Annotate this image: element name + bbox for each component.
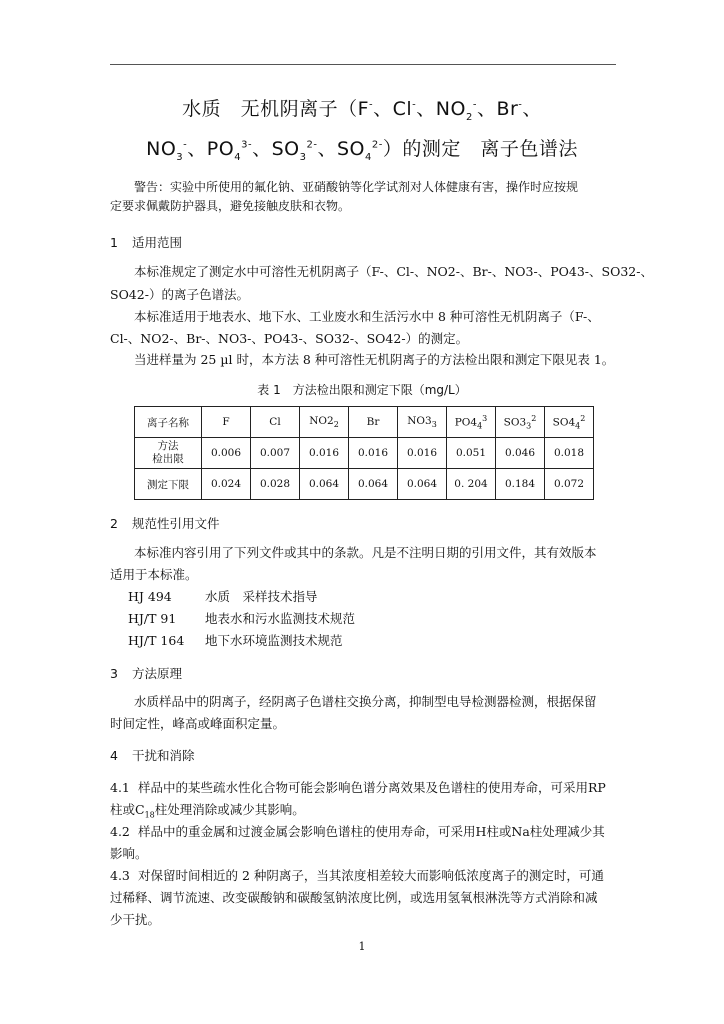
table-row-label: 方法 检出限 [135,438,202,469]
table-col-header: $SO4_4^2$ [545,407,594,438]
item-4-1-line1: 4.1 样品中的某些疏水性化合物可能会影响色谱分离效果及色谱柱的使用寿命，可采用RP [110,780,606,795]
table-cell: 0.016 [398,438,447,469]
section-2-heading: 2 规范性引用文件 [110,516,220,531]
table-row-label: 测定下限 [135,469,202,500]
item-4-1-line2: 柱或$C_{18}$柱处理消除或减少其影响。 [110,802,305,820]
table-caption: 表 1 方法检出限和测定下限（mg/L） [257,383,467,397]
section-1-heading: 1 适用范围 [110,235,183,250]
table-cell: 0.046 [496,438,545,469]
section-3-p-line1: 水质样品中的阴离子，经阴离子色谱柱交换分离，抑制型电导检测器检测，根据保留 [134,694,597,709]
table-cell: 0.006 [202,438,251,469]
header-rule [110,64,616,65]
table-cell: 0.018 [545,438,594,469]
title-line-1: 水质 无机阴离子（F-、Cl-、$NO_2^-$、Br-、 [182,98,542,123]
table-col-header: F [202,407,251,438]
item-4-3-line2: 过稀释、调节流速、改变碳酸钠和碳酸氢钠浓度比例，或选用氢氧根淋洗等方式消除和减 [110,890,598,905]
table-cell: 0.064 [398,469,447,500]
title-line-2: $NO_3^-$、$PO_4^{3-}$、$SO_3^{2-}$、$SO_4^{2-}$）的测定 离子色谱法 [146,138,578,163]
table-cell: 0.064 [349,469,398,500]
table-cell: 0.184 [496,469,545,500]
section-3-p-line2: 时间定性，峰高或峰面积定量。 [110,716,286,731]
table-cell: 0.016 [300,438,349,469]
section-1-p3: 当进样量为 25 µl 时，本方法 8 种可溶性无机阴离子的方法检出限和测定下限见表 1。 [134,352,615,367]
table-row [135,438,594,469]
item-4-3-line1: 4.3 对保留时间相近的 2 种阴离子，当其浓度相差较大而影响低浓度离子的测定时，可通 [110,868,604,883]
table-col-header: $NO2_2$ [300,407,349,438]
section-3-heading: 3 方法原理 [110,666,183,681]
reference-item: HJ/T 91 地表水和污水监测技术规范 [128,611,356,626]
table-cell: 0.016 [349,438,398,469]
section-2-p-line1: 本标准内容引用了下列文件或其中的条款。凡是不注明日期的引用文件，其有效版本 [134,545,597,560]
table-col-header: Cl [251,407,300,438]
table-cell: 0.024 [202,469,251,500]
section-1-p1-line1: 本标准规定了测定水中可溶性无机阴离子（F-、Cl-、NO2-、Br-、NO3-、PO43-、SO32-、 [134,264,653,279]
section-1-p2-line1: 本标准适用于地表水、地下水、工业废水和生活污水中 8 种可溶性无机阴离子（F-、 [134,309,600,324]
page-number: 1 [358,940,366,953]
table-row [135,469,594,500]
detection-limits-table [134,406,594,500]
item-4-2-line1: 4.2 样品中的重金属和过渡金属会影响色谱柱的使用寿命，可采用H柱或Na柱处理减少其 [110,824,605,839]
section-4-heading: 4 干扰和消除 [110,748,195,763]
table-col-header: $SO3_3^2$ [496,407,545,438]
section-1-p1-line2: SO42-）的离子色谱法。 [110,287,249,302]
table-cell: 0.064 [300,469,349,500]
table-col-header: Br [349,407,398,438]
table-header-row [135,407,594,438]
warning-paragraph: 警告：实验中所使用的氟化钠、亚硝酸钠等化学试剂对人体健康有害，操作时应按规 定要求佩戴防护器具，避免接触皮肤和衣物。 [110,180,579,213]
table-header-label: 离子名称 [135,407,202,438]
table-cell: 0.072 [545,469,594,500]
section-2-p-line2: 适用于本标准。 [110,567,198,582]
table-cell: 0. 204 [447,469,496,500]
item-4-2-line2: 影响。 [110,846,148,861]
table-cell: 0.007 [251,438,300,469]
table-col-header: $NO3_3$ [398,407,447,438]
reference-item: HJ 494 水质 采样技术指导 [128,589,318,604]
table-cell: 0.028 [251,469,300,500]
reference-item: HJ/T 164 地下水环境监测技术规范 [128,633,343,648]
table-col-header: $PO4_4^3$ [447,407,496,438]
section-1-p2-line2: Cl-、NO2-、Br-、NO3-、PO43-、SO32-、SO42-）的测定。 [110,331,469,346]
item-4-3-line3: 少干扰。 [110,912,161,927]
table-cell: 0.051 [447,438,496,469]
